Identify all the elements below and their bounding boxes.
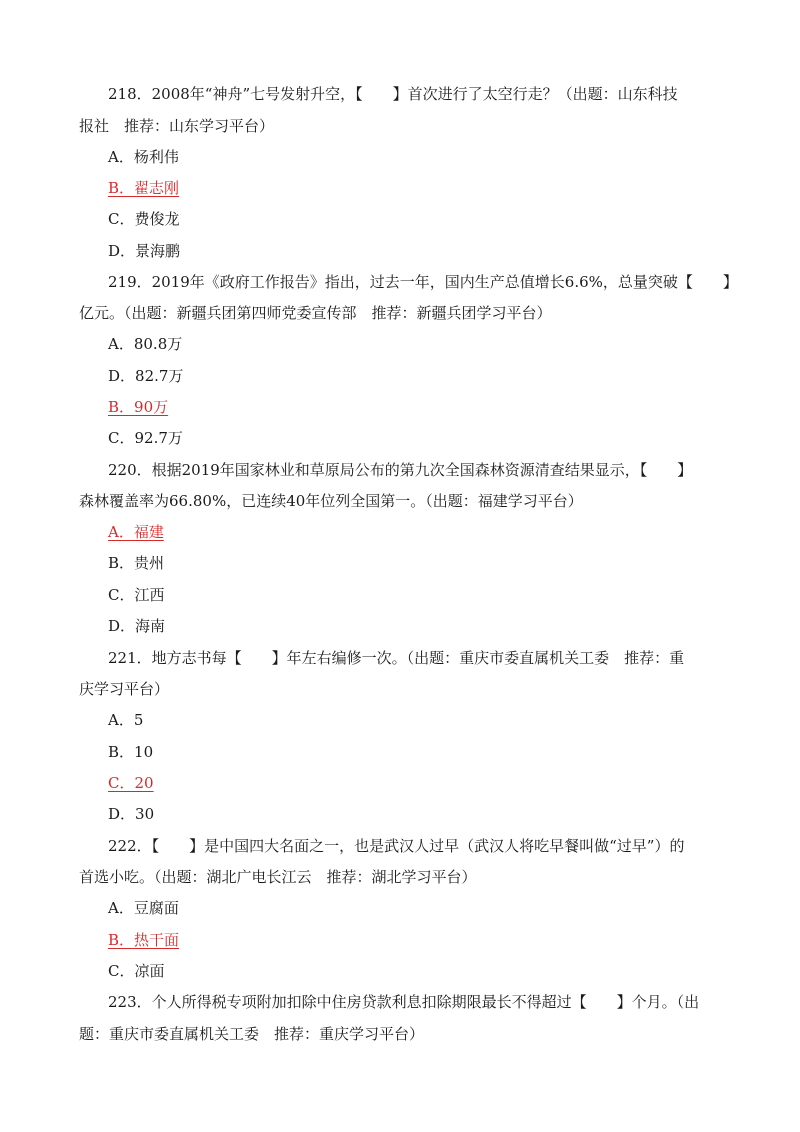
question-220-option-d: D．海南	[108, 617, 166, 635]
question-220-option-a-answer: A．福建	[108, 523, 164, 541]
question-221-option-d: D．30	[108, 805, 155, 823]
question-222-option-c: C．凉面	[108, 962, 165, 980]
question-219-option-1: A．80.8万	[108, 335, 183, 353]
question-219-stem-line1: 219．2019年《政府工作报告》指出，过去一年，国内生产总值增长6.6%，总量突破【 】	[108, 273, 738, 291]
question-218-stem-line1: 218．2008年“神舟”七号发射升空，【 】首次进行了太空行走？（出题：山东科技	[108, 85, 678, 103]
question-222-option-b-answer: B．热干面	[108, 931, 180, 949]
question-223-stem-line2: 题：重庆市委直属机关工委 推荐：重庆学习平台）	[79, 1025, 425, 1043]
question-219-option-2: D．82.7万	[108, 367, 184, 385]
question-221-option-b: B．10	[108, 743, 154, 761]
question-218-option-d: D．景海鹏	[108, 242, 181, 260]
question-221-option-c-answer: C．20	[108, 774, 154, 792]
question-218-option-a: A．杨利伟	[108, 148, 179, 166]
question-218-stem-line2: 报社 推荐：山东学习平台）	[79, 117, 275, 135]
question-222-stem-line1: 222．【 】是中国四大名面之一，也是武汉人过早（武汉人将吃早餐叫做“过早”）的	[108, 837, 685, 855]
question-220-option-b: B．贵州	[108, 554, 165, 572]
question-221-stem-line1: 221．地方志书每【 】年左右编修一次。（出题：重庆市委直属机关工委 推荐：重	[108, 649, 685, 667]
question-222-stem-line2: 首选小吃。（出题：湖北广电长江云 推荐：湖北学习平台）	[79, 868, 477, 886]
question-219-option-3-answer: B．90万	[108, 398, 169, 416]
question-223-stem-line1: 223．个人所得税专项附加扣除中住房贷款利息扣除期限最长不得超过【 】个月。（出	[108, 993, 700, 1011]
question-219-stem-line2: 亿元。（出题：新疆兵团第四师党委宣传部 推荐：新疆兵团学习平台）	[79, 304, 552, 322]
question-218-option-b-answer: B．翟志刚	[108, 179, 180, 197]
question-220-stem-line2: 森林覆盖率为66.80%，已连续40年位列全国第一。（出题：福建学习平台）	[79, 492, 583, 510]
question-221-option-a: A．5	[108, 711, 144, 729]
question-220-option-c: C．江西	[108, 586, 165, 604]
question-219-option-4: C．92.7万	[108, 429, 183, 447]
question-221-stem-line2: 庆学习平台）	[79, 680, 170, 698]
question-222-option-a: A．豆腐面	[108, 899, 179, 917]
question-218-option-c: C．费俊龙	[108, 210, 180, 228]
question-220-stem-line1: 220．根据2019年国家林业和草原局公布的第九次全国森林资源清查结果显示，【 】	[108, 461, 693, 479]
